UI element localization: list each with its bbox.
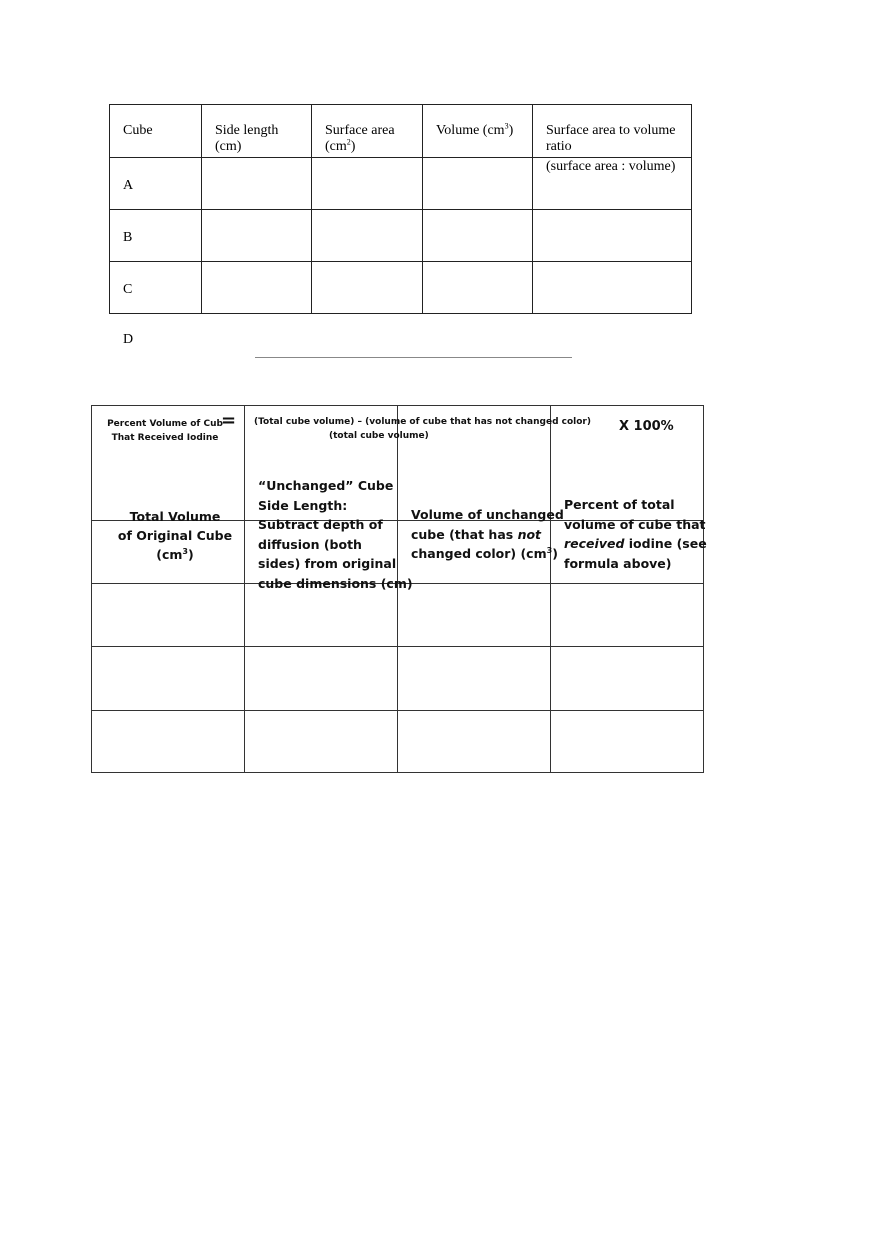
- formula-left: Percent Volume of Cub That Received Iodine: [107, 419, 223, 443]
- header-unchanged-side-length: “Unchanged” Cube Side Length: Subtract depth of diffusion (both sides) from original cube dimensions (cm): [258, 478, 413, 591]
- column-divider: [244, 406, 245, 772]
- cell-input[interactable]: [312, 158, 423, 210]
- cell-input[interactable]: [202, 158, 312, 210]
- header-ratio: Surface area to volume ratio: [533, 105, 692, 158]
- cube-dimensions-table: [109, 104, 692, 314]
- cell-input[interactable]: [423, 262, 533, 314]
- header-cube: Cube: [110, 105, 202, 158]
- header-volume: Volume $(cm^3)$: [423, 105, 533, 158]
- cell-input[interactable]: [423, 158, 533, 210]
- row-divider: [92, 646, 703, 647]
- row-label-c: C: [110, 262, 202, 314]
- row-label-a: A: [110, 158, 202, 210]
- cell-input[interactable]: [533, 158, 692, 210]
- header-total-volume: Total Volume of Original Cube $(cm^3)$: [117, 509, 233, 562]
- cell-input[interactable]: [202, 210, 312, 262]
- table-header-row: [110, 105, 692, 158]
- header-side-length: Side length (cm): [202, 105, 312, 158]
- cell-input[interactable]: [533, 210, 692, 262]
- cell-input[interactable]: [312, 262, 423, 314]
- table-row: [110, 210, 692, 262]
- table-row: [110, 262, 692, 314]
- formula-numerator: (Total cube volume) – (volume of cube that has not changed color): [254, 417, 591, 427]
- table-row: [110, 158, 692, 210]
- column-divider: [550, 406, 551, 772]
- row-divider: [92, 710, 703, 711]
- cell-input[interactable]: [202, 262, 312, 314]
- header-surface-area: Surface area $(cm^2)$: [312, 105, 423, 158]
- cell-input[interactable]: [533, 262, 692, 314]
- row-label-b: B: [110, 210, 202, 262]
- header-volume-unchanged: Volume of unchanged cube (that has not changed color) $(cm^3)$: [411, 507, 564, 561]
- formula-denominator: (total cube volume): [329, 431, 429, 441]
- diffusion-table: [91, 405, 707, 773]
- cell-input[interactable]: [312, 210, 423, 262]
- header-percent-received: Percent of total volume of cube that received iodine (see formula above): [564, 497, 707, 571]
- cell-input[interactable]: [423, 210, 533, 262]
- divider-line: [255, 357, 572, 358]
- row-label-d: D: [123, 332, 134, 347]
- formula-multiplier: X 100%: [619, 419, 674, 434]
- formula-equals: =: [221, 410, 237, 431]
- ratio-subheader: (surface area : volume): [546, 159, 676, 174]
